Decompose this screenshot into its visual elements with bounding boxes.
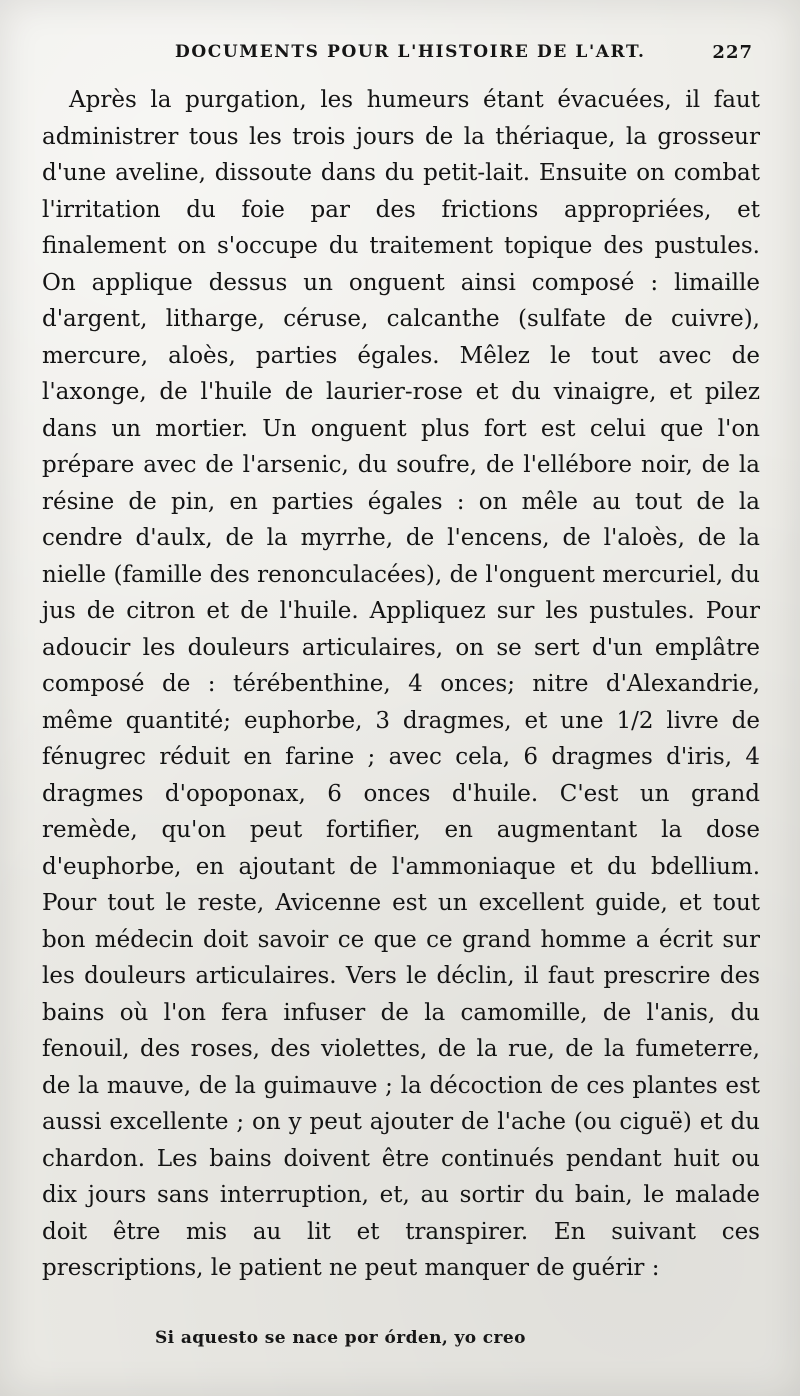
- main-paragraph: Après la purgation, les humeurs étant évacuées, il faut administrer tous les trois jours de la thériaque, la grosseur d'une aveline, dissoute dans du petit-lait. Ensuite on combat l'irritation du foie par des frictions appropriées, et finalement on s'occupe du traitement topique des pustules. On applique dessus un onguent ainsi composé : limaille d'argent, litharge, céruse, calcanthe (sulfate de cuivre), mercure, aloès, parties égales. Mêlez le tout avec de l'axonge, de l'huile de laurier-rose et du vinaigre, et pilez dans un mortier. Un onguent plus fort est celui que l'on prépare avec de l'arsenic, du soufre, de l'ellébore noir, de la résine de pin, en parties égales : on mêle au tout de la cendre d'aulx, de la myrrhe, de l'encens, de l'aloès, de la nielle (famille des renonculacées), de l'onguent mercuriel, du jus de citron et de l'huile. Appliquez sur les pustules. Pour adoucir les douleurs articulaires, on se sert d'un emplâtre composé de : térébenthine, 4 onces; nitre d'Alexandrie, même quantité; euphorbe, 3 dragmes, et une 1/2 livre de fénugrec réduit en farine ; avec cela, 6 dragmes d'iris, 4 dragmes d'opoponax, 6 onces d'huile. C'est un grand remède, qu'on peut fortifier, en augmentant la dose d'euphorbe, en ajoutant de l'ammoniaque et du bdellium. Pour tout le reste, Avicenne est un excellent guide, et tout bon médecin doit savoir ce que ce grand homme a écrit sur les douleurs articulaires. Vers le déclin, il faut prescrire des bains où l'on fera infuser de la camomille, de l'anis, du fenouil, des roses, des violettes, de la rue, de la fumeterre, de la mauve, de la guimauve ; la décoction de ces plantes est aussi excellente ; on y peut ajouter de l'ache (ou ciguë) et du chardon. Les bains doivent être continués pendant huit ou dix jours sans interruption, et, au sortir du bain, le malade doit être mis au lit et transpirer. En suivant ces prescriptions, le patient ne peut manquer de guérir :: [42, 87, 760, 1281]
- running-head: DOCUMENTS POUR L'HISTOIRE DE L'ART.: [175, 42, 646, 62]
- page-number: 227: [712, 42, 753, 63]
- body-text: [42, 82, 760, 1287]
- page-header: [0, 34, 800, 66]
- verse-line: Si aquesto se nace por órden, yo creo: [155, 1328, 526, 1348]
